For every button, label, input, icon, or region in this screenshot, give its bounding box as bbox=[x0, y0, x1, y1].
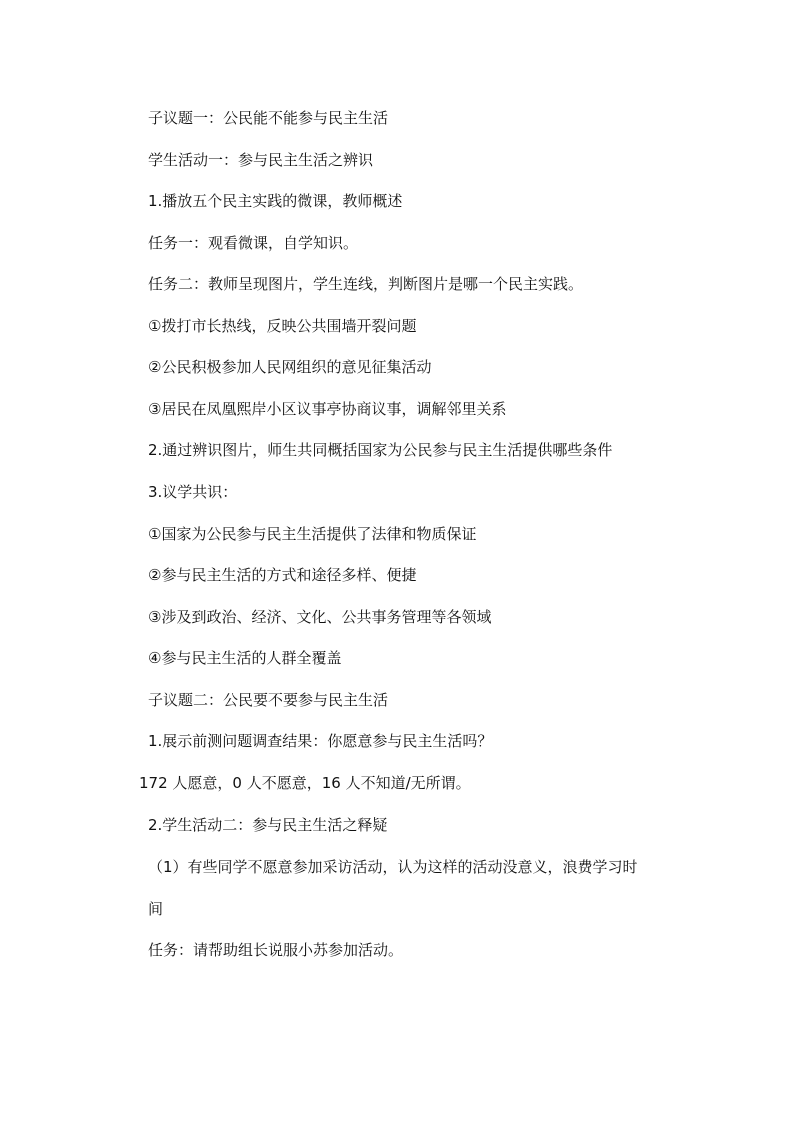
example-item-2: ②公民积极参加人民网组织的意见征集活动 bbox=[148, 358, 432, 376]
step-1-text: 1.播放五个民主实践的微课，教师概述 bbox=[148, 192, 403, 210]
student-activity-one-heading: 学生活动一：参与民主生活之辨识 bbox=[148, 151, 374, 169]
survey-result-text: 172 人愿意，0 人不愿意，16 人不知道/无所谓。 bbox=[139, 774, 471, 792]
task-one-text: 任务一：观看微课，自学知识。 bbox=[148, 234, 359, 252]
task-two-text: 任务二：教师呈现图片，学生连线，判断图片是哪一个民主实践。 bbox=[148, 275, 584, 293]
step-2-text: 2.通过辨识图片，师生共同概括国家为公民参与民主生活提供哪些条件 bbox=[148, 441, 613, 459]
student-activity-two-heading: 2.学生活动二：参与民主生活之释疑 bbox=[148, 816, 388, 834]
consensus-item-2: ②参与民主生活的方式和途径多样、便捷 bbox=[148, 566, 417, 584]
example-item-3: ③居民在凤凰熙岸小区议事亭协商议事，调解邻里关系 bbox=[148, 400, 507, 418]
sub-topic-one-heading: 子议题一：公民能不能参与民主生活 bbox=[148, 109, 389, 127]
survey-step-text: 1.展示前测问题调查结果：你愿意参与民主生活吗？ bbox=[148, 732, 493, 750]
activity-two-item-1: （1）有些同学不愿意参加采访活动，认为这样的活动没意义，浪费学习时 bbox=[148, 858, 638, 876]
consensus-item-3: ③涉及到政治、经济、文化、公共事务管理等各领域 bbox=[148, 608, 492, 626]
activity-two-task-text: 任务：请帮助组长说服小苏参加活动。 bbox=[148, 941, 404, 959]
example-item-1: ①拨打市长热线，反映公共围墙开裂问题 bbox=[148, 317, 417, 335]
sub-topic-two-heading: 子议题二：公民要不要参与民主生活 bbox=[148, 691, 389, 709]
step-3-heading: 3.议学共识： bbox=[148, 483, 238, 501]
activity-two-item-1-continued: 间 bbox=[148, 900, 164, 918]
consensus-item-1: ①国家为公民参与民主生活提供了法律和物质保证 bbox=[148, 525, 477, 543]
consensus-item-4: ④参与民主生活的人群全覆盖 bbox=[148, 649, 342, 667]
